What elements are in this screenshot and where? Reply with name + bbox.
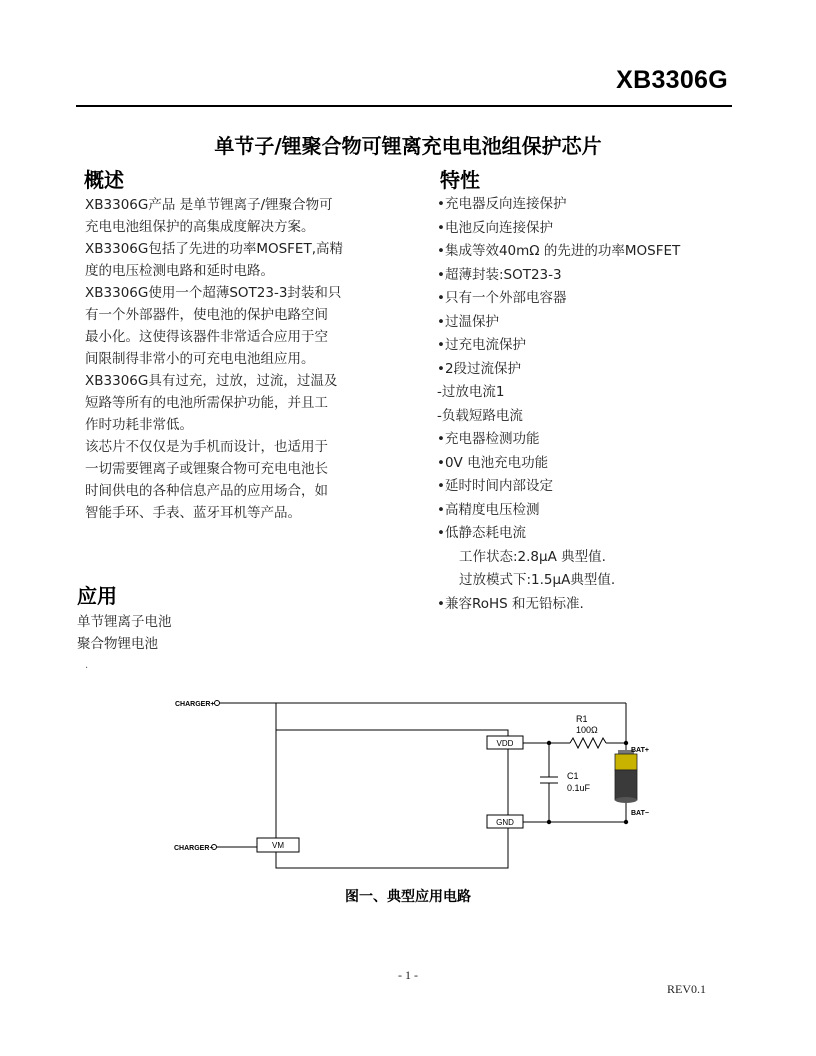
overview-line: 最小化。这使得该器件非常适合应用于空 xyxy=(85,329,328,345)
overview-line: 智能手环、手表、蓝牙耳机等产品。 xyxy=(85,505,301,521)
feature-subitem: 过放模式下:1.5μA典型值. xyxy=(459,572,616,588)
features-list xyxy=(437,193,680,616)
part-number: XB3306G xyxy=(616,66,728,94)
page-number: - 1 - xyxy=(398,968,418,982)
overview-line: 一切需要锂离子或锂聚合物可充电电池长 xyxy=(85,461,328,477)
ic-box xyxy=(276,730,508,868)
overview-line: XB3306G包括了先进的功率MOSFET,高精 xyxy=(85,241,344,257)
feature-item: •充电器检测功能 xyxy=(437,431,540,447)
figure-caption: 图一、典型应用电路 xyxy=(345,889,471,905)
overview-line: 短路等所有的电池所需保护功能，并且工 xyxy=(85,395,328,411)
feature-item: •兼容RoHS 和无铅标准. xyxy=(437,595,584,612)
r1-value-label: 100Ω xyxy=(576,725,598,735)
battery-icon xyxy=(615,750,637,803)
feature-item: •低静态耗电流 xyxy=(437,525,526,541)
application-item: 单节锂离子电池 xyxy=(77,614,172,630)
header-rule xyxy=(76,105,732,107)
overview-paragraphs xyxy=(85,194,343,524)
overview-line: 该芯片不仅仅是为手机而设计，也适用于 xyxy=(85,439,328,455)
feature-item: •电池反向连接保护 xyxy=(437,219,553,236)
feature-item: •过充电流保护 xyxy=(437,337,526,353)
r1-name-label: R1 xyxy=(576,714,588,724)
applications-list xyxy=(77,611,172,655)
bat-neg-label: BAT− xyxy=(631,810,649,817)
overview-line: XB3306G具有过充，过放，过流，过温及 xyxy=(85,373,338,389)
overview-line: XB3306G使用一个超薄SOT23-3封装和只 xyxy=(85,285,342,301)
feature-item: •高精度电压检测 xyxy=(437,501,540,518)
feature-item: •0V 电池充电功能 xyxy=(437,454,549,471)
feature-item: •集成等效40mΩ 的先进的功率MOSFET xyxy=(437,243,681,259)
overview-line: XB3306G产品 是单节锂离子/锂聚合物可 xyxy=(85,197,333,213)
application-item: 聚合物锂电池 xyxy=(77,636,158,652)
charger-neg-label: CHARGER− xyxy=(174,845,214,852)
feature-item: •2段过流保护 xyxy=(437,360,522,377)
resistor-r1 xyxy=(570,738,606,748)
feature-item: •只有一个外部电容器 xyxy=(437,290,567,306)
charger-pos-label: CHARGER+ xyxy=(175,701,215,708)
features-heading: 特性 xyxy=(440,168,480,192)
vm-label: VM xyxy=(272,841,284,850)
overview-heading: 概述 xyxy=(84,168,124,192)
c1-name-label: C1 xyxy=(567,771,579,781)
bat-pos-label: BAT+ xyxy=(631,747,649,754)
gnd-label: GND xyxy=(496,818,514,827)
overview-line: 时间供电的各种信息产品的应用场合，如 xyxy=(85,483,328,499)
feature-subitem: 工作状态:2.8μA 典型值. xyxy=(459,548,606,565)
document-title: 单节子/锂聚合物可锂离充电电池组保护芯片 xyxy=(214,134,602,158)
charger-pos-terminal xyxy=(215,701,220,706)
feature-item: -负载短路电流 xyxy=(437,407,523,424)
stray-dot: . xyxy=(85,660,89,671)
overview-line: 间限制得非常小的可充电电池组应用。 xyxy=(85,351,315,367)
application-circuit-diagram xyxy=(0,690,816,880)
vdd-label: VDD xyxy=(496,739,514,748)
overview-line: 作时功耗非常低。 xyxy=(85,417,193,433)
overview-line: 度的电压检测电路和延时电路。 xyxy=(85,263,274,279)
feature-item: •充电器反向连接保护 xyxy=(437,196,567,212)
feature-item: •过温保护 xyxy=(437,313,499,330)
c1-value-label: 0.1uF xyxy=(567,783,591,793)
applications-heading: 应用 xyxy=(77,584,117,608)
revision-label: REV0.1 xyxy=(667,982,706,996)
feature-item: -过放电流1 xyxy=(437,384,505,400)
overview-line: 充电电池组保护的高集成度解决方案。 xyxy=(85,219,315,235)
feature-item: •延时时间内部设定 xyxy=(437,478,553,494)
overview-line: 有一个外部器件，使电池的保护电路空间 xyxy=(85,307,328,323)
feature-item: •超薄封装:SOT23-3 xyxy=(437,266,562,283)
